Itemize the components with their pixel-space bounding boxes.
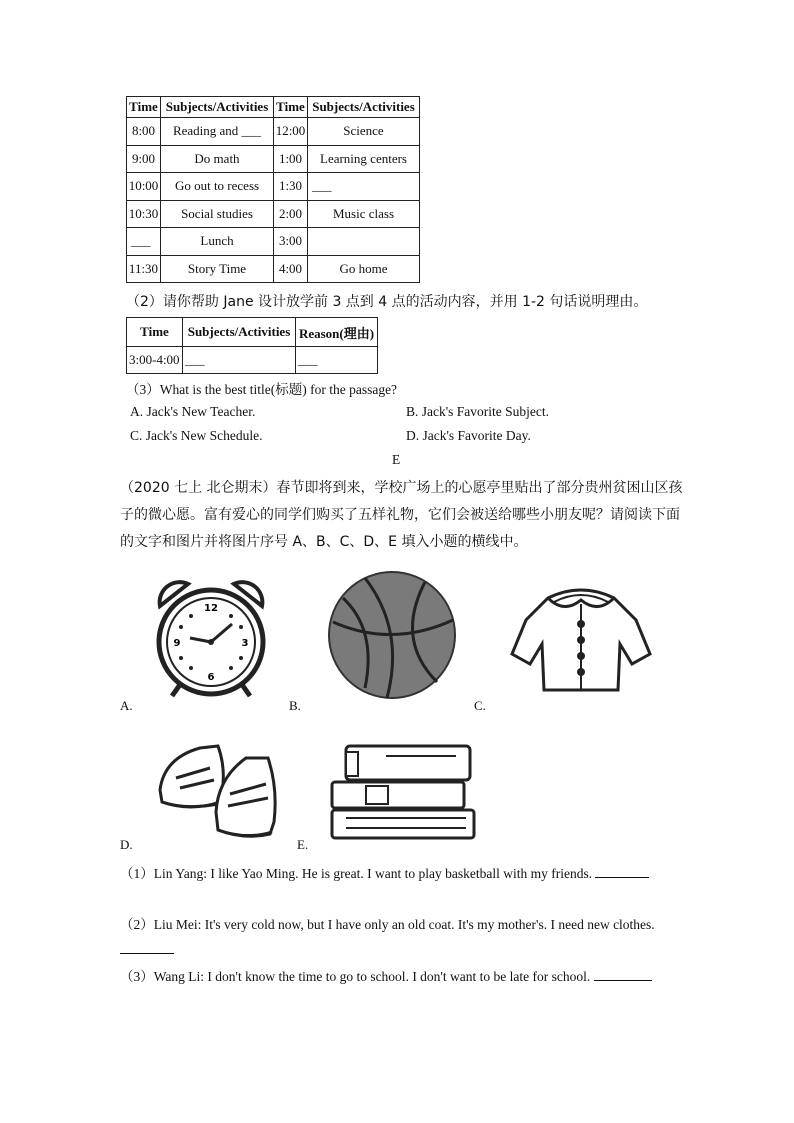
table-cell: 8:00 [127,118,161,146]
table-cell: Go out to recess [161,173,274,201]
header-cell: Time [274,97,308,118]
table-cell: 12:00 [274,118,308,146]
table-row [127,118,420,146]
header-cell: Time [127,97,161,118]
option-b[interactable]: B. Jack's Favorite Subject. [406,404,550,419]
section-intro-line-3: 的文字和图片并将图片序号 A、B、C、D、E 填入小题的横线中。 [120,534,528,550]
table-cell: 10:30 [127,200,161,228]
table-cell: 4:00 [274,255,308,283]
table-header-row [127,318,378,347]
picture-label-b: B. [289,698,301,713]
table-cell: Go home [308,255,420,283]
svg-text:9: 9 [173,638,181,649]
picture-label-c: C. [474,698,486,713]
question-2-text: （2）请你帮助 Jane 设计放学前 3 点到 4 点的活动内容，并用 1-2 句话说明理由。 [126,294,648,310]
table-row [127,173,420,201]
books-icon [326,738,476,842]
table-cell: 11:30 [127,255,161,283]
header-cell: Subjects/Activities [161,97,274,118]
table-cell: Learning centers [308,145,420,173]
table-cell: 3:00 [274,228,308,256]
coat-icon [508,580,654,696]
header-cell: Reason(理由) [296,318,378,347]
table-row [127,145,420,173]
sub-question-3-text: （3）Wang Li: I don't know the time to go to school. I don't want to be late for school. [120,969,591,984]
sub-question-1-text: （1）Lin Yang: I like Yao Ming. He is great. I want to play basketball with my friends. [120,866,593,881]
table-cell: 2:00 [274,200,308,228]
table-row [127,255,420,283]
answer-blank[interactable] [595,877,649,878]
answer-cell[interactable]: ___ [183,347,296,374]
section-intro-line-2: 子的微心愿。富有爱心的同学们购买了五样礼物，它们会被送给哪些小朋友呢？请阅读下面 [120,507,680,523]
table-cell: Do math [161,145,274,173]
table-cell: 3:00-4:00 [127,347,183,374]
option-d[interactable]: D. Jack's Favorite Day. [406,428,531,443]
header-cell: Subjects/Activities [308,97,420,118]
header-cell: Subjects/Activities [183,318,296,347]
picture-label-e: E. [297,837,309,852]
table-header-row [127,97,420,118]
sub-question-2-text: （2）Liu Mei: It's very cold now, but I have only an old coat. It's my mother's. I need new clothes. [120,917,655,932]
table-row [127,228,420,256]
table-cell: ___ [308,173,420,201]
table-cell: Science [308,118,420,146]
basketball-icon [325,570,459,700]
svg-text:6: 6 [207,672,215,683]
alarm-clock-icon [148,578,274,700]
section-letter: E [392,452,401,467]
answer-cell[interactable]: ___ [296,347,378,374]
question-3-text: （3）What is the best title(标题) for the passage? [126,382,398,397]
table-cell: Social studies [161,200,274,228]
sneakers-icon [156,738,282,840]
option-c[interactable]: C. Jack's New Schedule. [130,428,263,443]
sub-question-1 [120,862,649,882]
table-row [127,200,420,228]
picture-label-a: A. [120,698,133,713]
table-cell: Reading and ___ [161,118,274,146]
table-cell: Music class [308,200,420,228]
table-cell: Story Time [161,255,274,283]
sub-question-3 [120,965,652,985]
table-cell: Lunch [161,228,274,256]
section-intro-line-1: （2020 七上 北仑期末）春节即将到来，学校广场上的心愿亭里贴出了部分贵州贫困山区孩 [120,480,683,496]
header-cell: Time [127,318,183,347]
svg-text:12: 12 [204,603,218,614]
schedule-table [126,96,420,283]
answer-blank[interactable] [120,940,174,954]
table-cell: 1:00 [274,145,308,173]
table-cell [308,228,420,256]
svg-text:3: 3 [241,638,249,649]
table-row [127,347,378,374]
answer-blank[interactable] [594,980,652,981]
table-cell: 10:00 [127,173,161,201]
option-a[interactable]: A. Jack's New Teacher. [130,404,256,419]
table-cell: 9:00 [127,145,161,173]
table-cell: 1:30 [274,173,308,201]
table-cell: ___ [127,228,161,256]
picture-label-d: D. [120,837,133,852]
plan-table [126,317,378,374]
